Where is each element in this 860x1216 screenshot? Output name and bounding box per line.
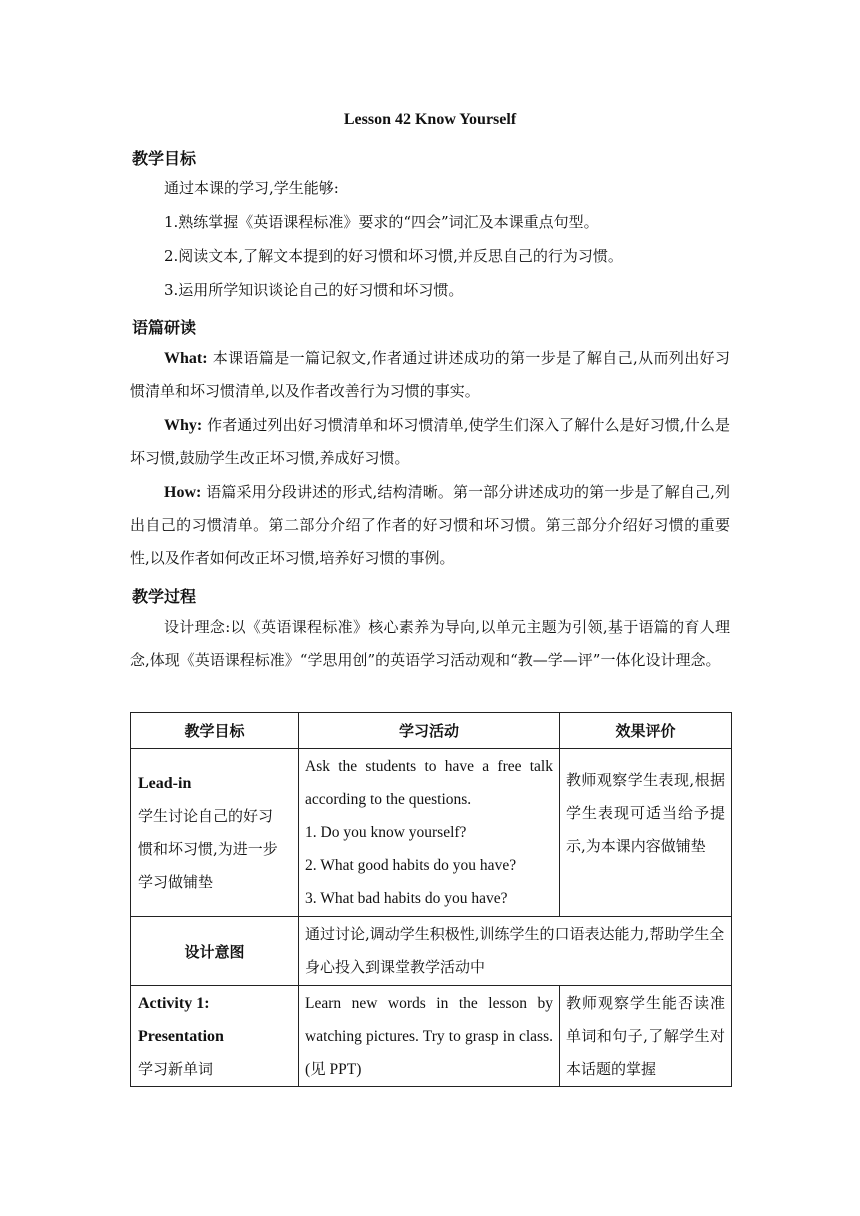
leadin-activity-line-4: 3. What bad habits do you have? (305, 890, 508, 907)
objective-item-2: 2.阅读文本,了解文本提到的好习惯和坏习惯,并反思自己的行为习惯。 (164, 247, 623, 265)
objective-item-3: 3.运用所学知识谈论自己的好习惯和坏习惯。 (164, 281, 464, 299)
process-concept: 设计理念:以《英语课程标准》核心素养为导向,以单元主题为引领,基于语篇的育人理念,体现《英语课程标准》“学思用创”的英语学习活动观和“教—学—评”一体化设计理念。 (130, 618, 730, 669)
leadin-goal-cell (131, 749, 299, 917)
activity1-title-line-1: Activity 1: (138, 994, 210, 1012)
leadin-goal-title: Lead-in (138, 774, 192, 792)
leadin-activity-line-2: 1. Do you know yourself? (305, 824, 467, 841)
page-title: Lesson 42 Know Yourself (343, 111, 517, 128)
what-label: What: (164, 350, 208, 367)
objective-item-1: 1.熟练掌握《英语课程标准》要求的“四会”词汇及本课重点句型。 (164, 213, 599, 231)
why-text: 作者通过列出好习惯清单和坏习惯清单,使学生们深入了解什么是好习惯,什么是坏习惯,鼓励学生改正坏习惯,养成好习惯。 (130, 416, 730, 467)
leadin-activity-cell (299, 749, 560, 917)
how-text: 语篇采用分段讲述的形式,结构清晰。第一部分讲述成功的第一步是了解自己,列出自己的习惯清单。第二部分介绍了作者的好习惯和坏习惯。第三部分介绍好习惯的重要性,以及作者如何改正坏习惯,培养好习惯的事例。 (130, 483, 730, 567)
leadin-activity-line-1: Ask the students to have a free talk according to the questions. (305, 758, 553, 808)
activity1-goal-cell (131, 986, 299, 1087)
objectives-heading: 教学目标 (132, 149, 197, 168)
what-text: 本课语篇是一篇记叙文,作者通过讲述成功的第一步是了解自己,从而列出好习惯清单和坏习惯清单,以及作者改善行为习惯的事实。 (130, 349, 730, 400)
reading-heading: 语篇研读 (132, 318, 197, 337)
table-row-intent (131, 917, 732, 986)
lesson-table (130, 712, 732, 1087)
intent-text: 通过讨论,调动学生积极性,训练学生的口语表达能力,帮助学生全身心投入到课堂教学活动中 (299, 917, 732, 986)
activity1-goal-text: 学习新单词 (138, 1059, 214, 1078)
leadin-evaluation-cell (560, 749, 732, 917)
leadin-activity-line-3: 2. What good habits do you have? (305, 857, 517, 874)
why-label: Why: (164, 417, 203, 434)
intent-label: 设计意图 (131, 917, 299, 986)
reading-how-paragraph (130, 476, 730, 575)
table-header-row (131, 713, 732, 749)
activity1-activity-text: Learn new words in the lesson by watching pictures. Try to grasp in class.(见 PPT) (305, 994, 553, 1078)
activity1-title-line-2: Presentation (138, 1027, 224, 1045)
objectives-intro: 通过本课的学习,学生能够: (164, 179, 339, 197)
activity1-activity-cell (299, 986, 560, 1087)
header-goal: 教学目标 (131, 713, 299, 749)
table-row-activity1 (131, 986, 732, 1087)
process-heading: 教学过程 (132, 587, 197, 606)
leadin-goal-text: 学生讨论自己的好习惯和坏习惯,为进一步学习做铺垫 (138, 806, 278, 891)
how-label: How: (164, 484, 202, 501)
header-activity: 学习活动 (299, 713, 560, 749)
reading-what-paragraph (130, 342, 730, 408)
leadin-evaluation-text: 教师观察学生表现,根据学生表现可适当给予提示,为本课内容做铺垫 (566, 771, 725, 855)
activity1-evaluation-cell (560, 986, 732, 1087)
reading-why-paragraph (130, 409, 730, 475)
header-evaluation: 效果评价 (560, 713, 732, 749)
table-row-leadin (131, 749, 732, 917)
activity1-evaluation-text: 教师观察学生能否读准单词和句子,了解学生对本话题的掌握 (566, 993, 725, 1078)
